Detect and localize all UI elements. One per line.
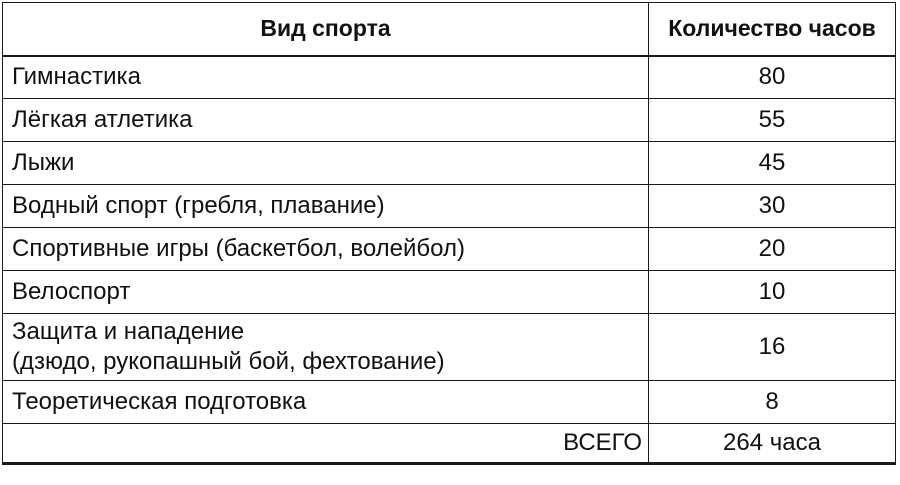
sport-name: Велоспорт xyxy=(12,278,131,305)
header-row xyxy=(3,3,896,56)
table-row xyxy=(3,314,896,381)
table-footer xyxy=(3,424,896,464)
hours-value-cell: 55 xyxy=(649,99,896,142)
hours-value-cell: 16 xyxy=(649,314,896,381)
total-value: 264 часа xyxy=(649,424,896,464)
sport-name: Защита и нападение xyxy=(12,318,245,345)
sports-hours-table xyxy=(2,2,896,465)
hours-value-cell: 10 xyxy=(649,271,896,314)
sport-name-cell xyxy=(3,142,649,185)
total-row xyxy=(3,424,896,464)
sport-name: Лыжи xyxy=(12,149,75,176)
sport-name-cell xyxy=(3,381,649,424)
sport-name-detail: (дзюдо, рукопашный бой, фехтование) xyxy=(12,348,445,375)
table-row xyxy=(3,99,896,142)
table-row xyxy=(3,185,896,228)
hours-value-cell: 30 xyxy=(649,185,896,228)
column-header-sport: Вид спорта xyxy=(3,3,649,56)
sport-name-cell xyxy=(3,271,649,314)
sport-name: Теоретическая подготовка xyxy=(12,388,307,415)
table-row xyxy=(3,381,896,424)
sport-name-cell xyxy=(3,314,649,381)
sport-name-cell xyxy=(3,56,649,99)
sport-name-cell xyxy=(3,185,649,228)
sport-name: Гимнастика xyxy=(12,63,141,91)
table-row xyxy=(3,228,896,271)
table-row xyxy=(3,56,896,99)
sport-name: Водный спорт (гребля, плавание) xyxy=(12,192,385,219)
table-header xyxy=(3,3,896,56)
sport-name-cell xyxy=(3,228,649,271)
sport-name-cell xyxy=(3,99,649,142)
document-page xyxy=(0,2,900,485)
sport-name: Спортивные игры (баскетбол, волейбол) xyxy=(12,235,465,262)
hours-value-cell: 45 xyxy=(649,142,896,185)
table-row xyxy=(3,142,896,185)
column-header-hours: Количество часов xyxy=(649,3,896,56)
table-body xyxy=(3,56,896,424)
table-row xyxy=(3,271,896,314)
sport-name: Лёгкая атлетика xyxy=(12,106,193,133)
hours-value-cell: 20 xyxy=(649,228,896,271)
hours-value-cell: 80 xyxy=(649,56,896,99)
total-label: ВСЕГО xyxy=(3,424,649,464)
hours-value-cell: 8 xyxy=(649,381,896,424)
